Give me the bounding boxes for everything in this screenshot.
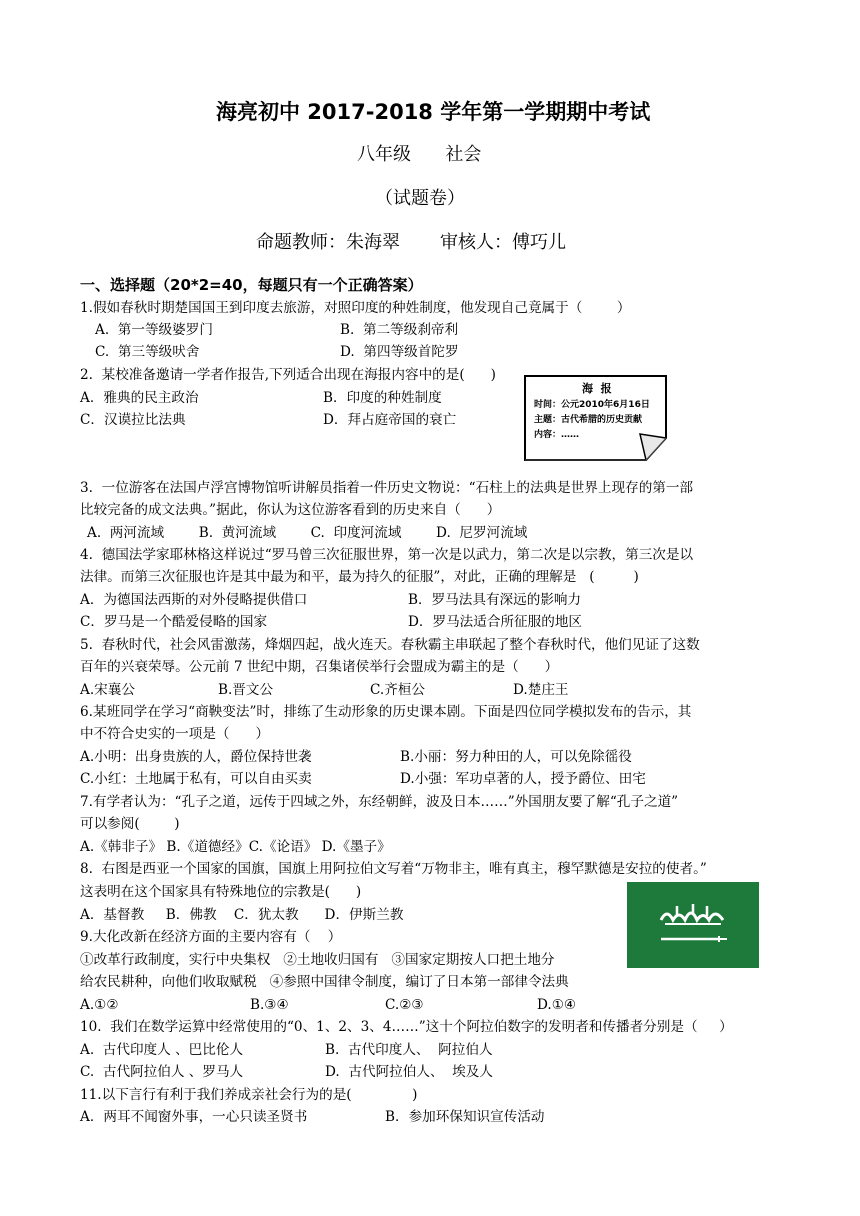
question-line: A．基督教 B．佛教 C．犹太教 D．伊斯兰教 <box>80 907 404 923</box>
question-line: 6.某班同学在学习“商鞅变法”时，排练了生动形象的历史课本剧。下面是四位同学模拟发布的告示，其 <box>80 704 692 720</box>
question-line: 这表明在这个国家具有特殊地位的宗教是( ) <box>80 884 362 900</box>
question-line: A.宋襄公 <box>80 682 135 698</box>
paper-type: （试题卷） <box>375 188 465 209</box>
section-heading: 一、选择题（20*2=40，每题只有一个正确答案） <box>80 276 423 294</box>
question-line: B.晋文公 <box>218 682 274 698</box>
question-line: D.小强：军功卓著的人，授予爵位、田宅 <box>400 771 646 787</box>
arabic-script-icon <box>657 902 729 928</box>
question-line: 9.大化改新在经济方面的主要内容有（ ） <box>80 929 342 945</box>
question-line: A．两耳不闻窗外事，一心只读圣贤书 <box>80 1109 308 1125</box>
question-line: A．为德国法西斯的对外侵略提供借口 <box>80 592 308 608</box>
question-line: B．罗马法具有深远的影响力 <box>408 592 582 608</box>
question-line: C．汉谟拉比法典 <box>80 412 186 428</box>
question-line: 11.以下言行有利于我们养成亲社会行为的是( ) <box>80 1087 418 1103</box>
question-line: 法律。而第三次征服也许是其中最为和平，最为持久的征服”，对此，正确的理解是 ( ) <box>80 569 639 585</box>
question-line: 5. 春秋时代，社会风雷激荡，烽烟四起，战火连天。春秋霸主串联起了整个春秋时代，他们见证了这数 <box>80 637 700 653</box>
sword-icon <box>657 934 729 944</box>
question-line: B．参加环保知识宣传活动 <box>385 1109 545 1125</box>
page-title: 海亮初中 2017-2018 学年第一学期期中考试 <box>216 100 651 124</box>
question-line: 7.有学者认为：“孔子之道，远传于四域之外，东经朝鲜，波及日本……”外国朋友要了解“孔子之道” <box>80 794 679 810</box>
question-line: D．罗马法适合所征服的地区 <box>408 614 583 630</box>
question-line: 给农民耕种，向他们收取赋税 ④参照中国律令制度，编订了日本第一部律令法典 <box>80 974 569 990</box>
question-line: C.齐桓公 <box>370 682 426 698</box>
question-line: C.②③ <box>385 997 424 1013</box>
question-line: 中不符合史实的一项是（ ） <box>80 726 270 742</box>
question-line: A.①② <box>80 997 119 1013</box>
question-line: 百年的兴衰荣辱。公元前 7 世纪中期，召集诸侯举行会盟成为霸主的是（ ） <box>80 659 559 675</box>
question-line: 3. 一位游客在法国卢浮宫博物馆听讲解员指着一件历史文物说：“石柱上的法典是世界上现存的第一部 <box>80 480 694 496</box>
grade-subject: 八年级 社会 <box>357 144 482 165</box>
question-line: C．罗马是一个酷爱侵略的国家 <box>80 614 268 630</box>
question-line: 10. 我们在数学运算中经常使用的“0、1、2、3、4……”这十个阿拉伯数字的发明者和传播者分别是（ ） <box>80 1019 733 1035</box>
question-line: C. 第三等级吠舍 <box>95 344 200 360</box>
question-line: A. 古代印度人 、巴比伦人 <box>80 1042 244 1058</box>
question-line: A.《韩非子》 B.《道德经》C.《论语》 D.《墨子》 <box>80 839 391 855</box>
question-line: 可以参阅( ) <box>80 816 180 832</box>
saudi-flag-figure <box>627 882 759 968</box>
question-line: A. 第一等级婆罗门 <box>95 322 213 338</box>
poster-time: 时间：公元2010年6月16日 <box>534 400 650 410</box>
question-line: A.小明：出身贵族的人，爵位保持世袭 <box>80 749 312 765</box>
question-line: 比较完备的成文法典。”据此，你认为这位游客看到的历史来自（ ） <box>80 502 501 518</box>
question-line: D. 第四等级首陀罗 <box>340 344 459 360</box>
question-line: C. 古代阿拉伯人 、罗马人 <box>80 1064 244 1080</box>
question-line: D．拜占庭帝国的衰亡 <box>323 412 457 428</box>
question-line: C.小红：土地属于私有，可以自由买卖 <box>80 771 312 787</box>
poster-title: 海 报 <box>582 382 612 395</box>
poster-figure <box>522 372 670 464</box>
question-line: 2. 某校准备邀请一学者作报告,下列适合出现在海报内容中的是( ) <box>80 367 496 383</box>
question-line: 1.假如春秋时期楚国国王到印度去旅游，对照印度的种姓制度，他发现自己竟属于（ ） <box>80 300 631 316</box>
question-line: B. 第二等级刹帝利 <box>340 322 459 338</box>
question-line: 4. 德国法学家耶林格这样说过“罗马曾三次征服世界，第一次是以武力，第二次是以宗教，第三次是以 <box>80 547 694 563</box>
question-line: B.小丽：努力种田的人，可以免除徭役 <box>400 749 632 765</box>
question-line: 8. 右图是西亚一个国家的国旗，国旗上用阿拉伯文写着“万物非主，唯有真主，穆罕默德是安拉的使者。” <box>80 861 707 877</box>
question-line: B. 古代印度人、 阿拉伯人 <box>325 1042 493 1058</box>
author-info: 命题教师：朱海翠 审核人：傅巧儿 <box>256 232 567 253</box>
question-line: ①改革行政制度，实行中央集权 ②土地收归国有 ③国家定期按人口把土地分 <box>80 952 555 968</box>
poster-content: 内容：…… <box>534 430 580 440</box>
question-line: A．雅典的民主政治 <box>80 390 199 406</box>
question-line: A. 两河流域 B. 黄河流域 C. 印度河流域 D. 尼罗河流域 <box>87 525 528 541</box>
poster-topic: 主题：古代希腊的历史贡献 <box>534 415 643 425</box>
question-line: B.③④ <box>250 997 289 1013</box>
question-line: D. 古代阿拉伯人、 埃及人 <box>325 1064 493 1080</box>
question-line: B．印度的种姓制度 <box>323 390 442 406</box>
question-line: D.①④ <box>537 997 577 1013</box>
question-line: D.楚庄王 <box>513 682 569 698</box>
